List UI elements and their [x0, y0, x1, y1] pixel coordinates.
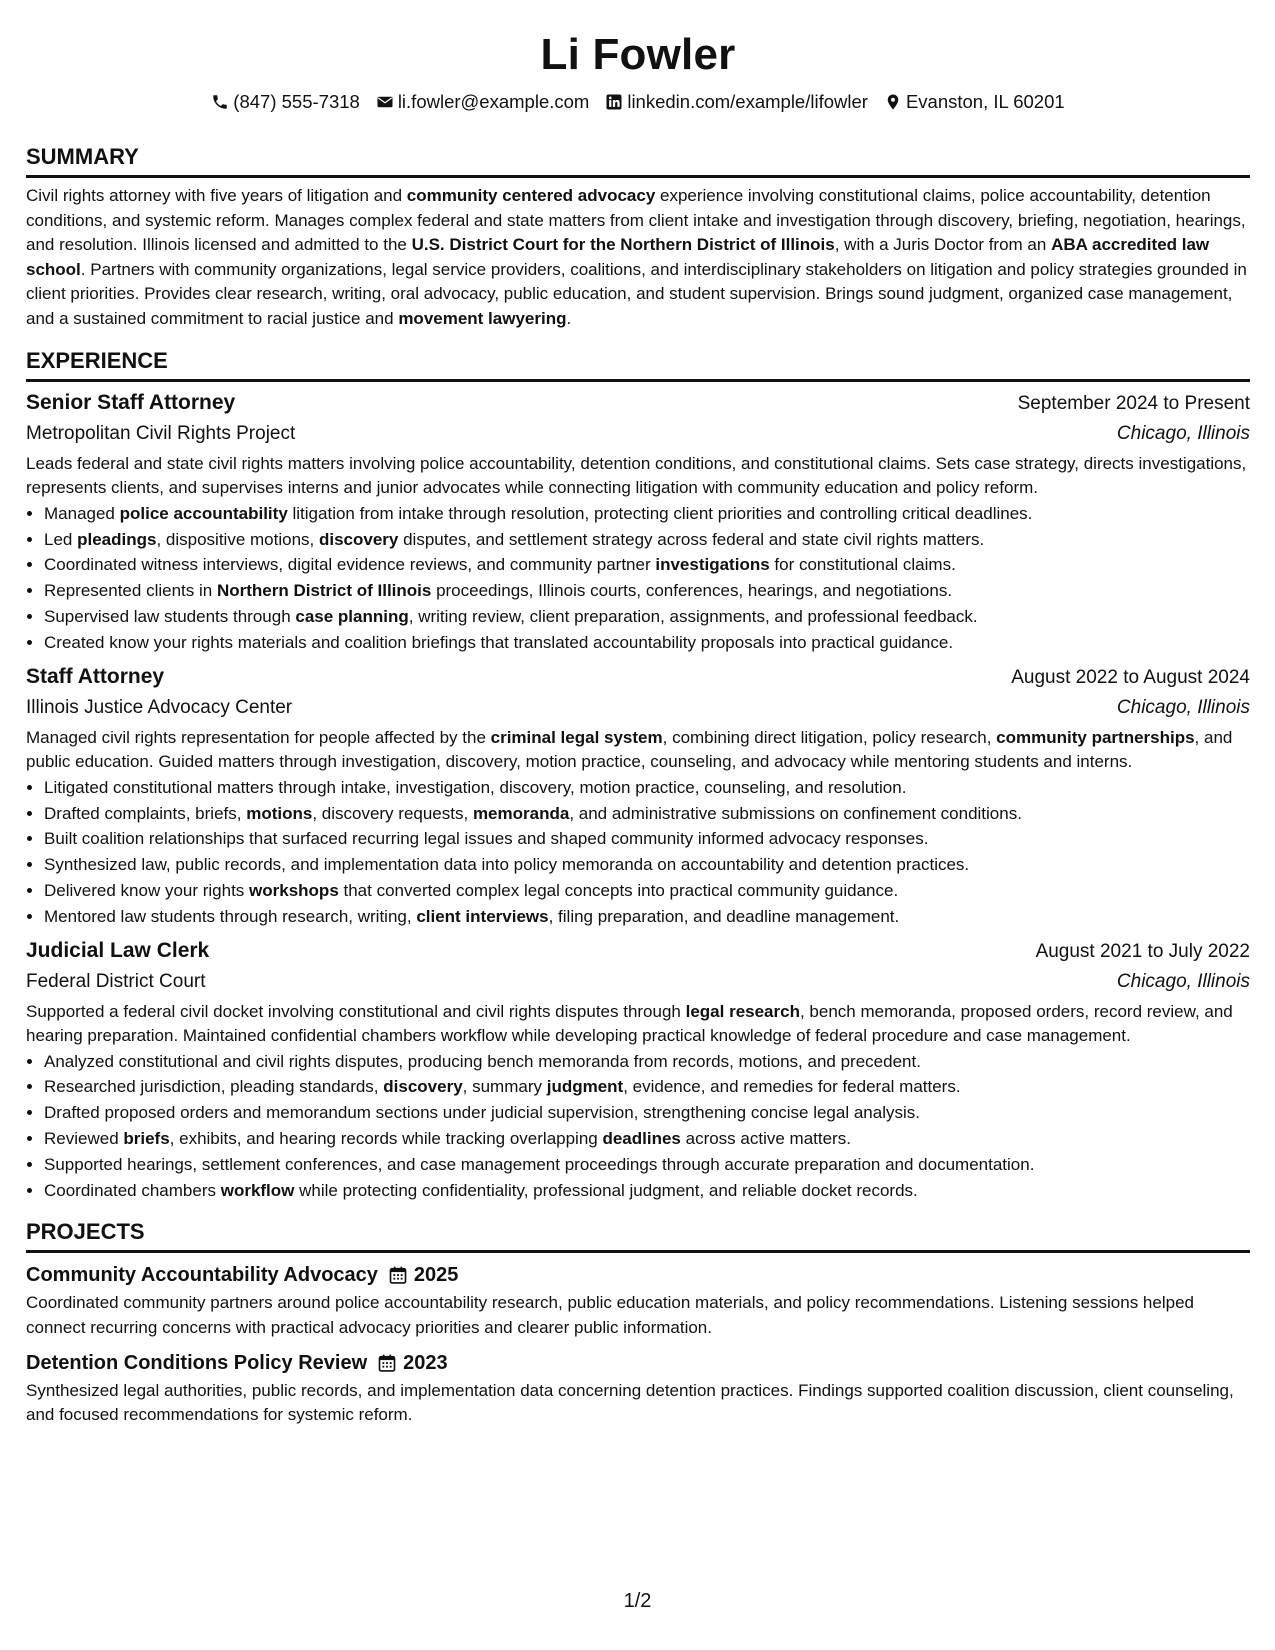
job-description: Managed civil rights representation for people affected by the criminal legal system, combining direct litigation, policy research, community partnerships, and public education. Guided matters through investigation, discovery, motion practice, counseling, and advocacy while mentoring students and interns.	[26, 727, 1233, 772]
phone-text: (847) 555-7318	[233, 91, 360, 112]
job-entry	[26, 388, 1250, 656]
location-text: Evanston, IL 60201	[905, 91, 1065, 112]
job-title: Staff Attorney	[26, 664, 165, 688]
job-location: Chicago, Illinois	[1116, 696, 1250, 718]
job-dates: September 2024 to Present	[1017, 392, 1250, 414]
emphasis-text: movement lawyering	[398, 308, 567, 328]
emphasis-text: pleadings	[77, 529, 157, 549]
bullet-item: • Supervised law students through case planning, writing review, client preparation, assignments, and professional feedback.	[44, 604, 1250, 630]
bullet-item: • Represented clients in Northern District of Illinois proceedings, Illinois courts, conferences, hearings, and negotiations.	[44, 578, 1250, 604]
projects-heading: PROJECTS	[26, 1217, 1250, 1253]
emphasis-text: U.S. District Court for the Northern District of Illinois	[411, 235, 835, 255]
emphasis-text: workshops	[249, 880, 339, 900]
phone-icon	[211, 93, 229, 111]
job-dates: August 2022 to August 2024	[1011, 666, 1250, 688]
bullet-item: • Managed police accountability litigation from intake through resolution, protecting client priorities and controlling critical deadlines.	[44, 501, 1250, 527]
emphasis-text: motions	[246, 803, 313, 823]
emphasis-text: criminal legal system	[490, 727, 663, 747]
job-title: Senior Staff Attorney	[26, 390, 236, 414]
emphasis-text: discovery	[318, 529, 399, 549]
job-bullets	[26, 501, 1250, 656]
job-description: Leads federal and state civil rights matters involving police accountability, detention conditions, and constitutional claims. Sets case strategy, directs investigations, represents clients, and supervises interns and junior advocates while connecting litigation with community education and policy reform.	[26, 453, 1247, 498]
calendar-icon	[377, 1353, 397, 1373]
resume-page	[26, 18, 1250, 1428]
envelope-icon	[376, 93, 394, 111]
emphasis-text: community partnerships	[996, 727, 1195, 747]
emphasis-text: investigations	[655, 555, 770, 575]
experience-heading: EXPERIENCE	[26, 346, 1250, 382]
job-description: Supported a federal civil docket involving constitutional and civil rights disputes through legal research, bench memoranda, proposed orders, record review, and hearing preparation. Maintained confidential chambers workflow while developing practical knowledge of federal procedure and case management.	[26, 1001, 1233, 1046]
emphasis-text: deadlines	[602, 1129, 681, 1149]
project-entry	[26, 1347, 1250, 1428]
bullet-item: • Mentored law students through research, writing, client interviews, filing preparation, and deadline management.	[44, 904, 1250, 930]
project-name: Community Accountability Advocacy	[26, 1264, 378, 1287]
job-organization: Illinois Justice Advocacy Center	[26, 696, 293, 718]
emphasis-text: case planning	[295, 606, 409, 626]
emphasis-text: community centered advocacy	[406, 186, 656, 205]
emphasis-text: ABA accredited law school	[26, 235, 1210, 279]
bullet-item: • Reviewed briefs, exhibits, and hearing records while tracking overlapping deadlines across active matters.	[44, 1126, 1250, 1152]
contact-bar	[26, 88, 1250, 116]
project-year: 2023	[403, 1351, 448, 1374]
job-organization: Federal District Court	[26, 970, 206, 992]
emphasis-text: Northern District of Illinois	[216, 581, 432, 601]
bullet-item: • Delivered know your rights workshops that converted complex legal concepts into practical community guidance.	[44, 878, 1250, 904]
bullet-item: • Drafted complaints, briefs, motions, discovery requests, memoranda, and administrative submissions on confinement conditions.	[44, 801, 1250, 827]
contact-linkedin[interactable]	[605, 91, 868, 113]
linkedin-text[interactable]: linkedin.com/example/lifowler	[627, 91, 868, 112]
emphasis-text: police accountability	[119, 503, 288, 523]
emphasis-text: judgment	[546, 1077, 624, 1097]
job-entry	[26, 936, 1250, 1204]
bullet-item: • Created know your rights materials and coalition briefings that translated accountability proposals into practical guidance.	[44, 630, 1250, 656]
job-entry	[26, 662, 1250, 930]
emphasis-text: briefs	[123, 1129, 170, 1149]
emphasis-text: legal research	[685, 1001, 800, 1021]
bullet-item: • Litigated constitutional matters through intake, investigation, discovery, motion practice, counseling, and resolution.	[44, 775, 1250, 801]
bullet-item: • Built coalition relationships that surfaced recurring legal issues and shaped community informed advocacy responses.	[44, 826, 1250, 852]
contact-email[interactable]	[376, 91, 590, 113]
project-year: 2025	[413, 1264, 459, 1287]
bullet-item: • Coordinated witness interviews, digital evidence reviews, and community partner investigations for constitutional claims.	[44, 552, 1250, 578]
bullet-item: • Coordinated chambers workflow while protecting confidentiality, professional judgment, and reliable docket records.	[44, 1178, 1250, 1204]
emphasis-text: client interviews	[416, 906, 549, 926]
email-text[interactable]: li.fowler@example.com	[397, 91, 590, 112]
bullet-item: • Researched jurisdiction, pleading standards, discovery, summary judgment, evidence, and remedies for federal matters.	[44, 1074, 1250, 1100]
contact-location	[884, 91, 1065, 113]
bullet-item: • Analyzed constitutional and civil rights disputes, producing bench memoranda from records, motions, and precedent.	[44, 1049, 1250, 1075]
job-location: Chicago, Illinois	[1116, 422, 1250, 444]
job-bullets	[26, 775, 1250, 930]
bullet-item: • Drafted proposed orders and memorandum sections under judicial supervision, strengthening concise legal analysis.	[44, 1100, 1250, 1126]
emphasis-text: workflow	[220, 1180, 295, 1200]
linkedin-icon	[605, 93, 623, 111]
project-entry	[26, 1259, 1250, 1340]
contact-phone	[211, 91, 360, 113]
project-name: Detention Conditions Policy Review	[26, 1351, 368, 1374]
job-location: Chicago, Illinois	[1116, 970, 1250, 992]
bullet-item: • Led pleadings, dispositive motions, discovery disputes, and settlement strategy across federal and state civil rights matters.	[44, 527, 1250, 553]
job-title: Judicial Law Clerk	[26, 938, 210, 962]
job-bullets	[26, 1049, 1250, 1204]
bullet-item: • Supported hearings, settlement conferences, and case management proceedings through accurate preparation and documentation.	[44, 1152, 1250, 1178]
bullet-item: • Synthesized law, public records, and implementation data into policy memoranda on accountability and detention practices.	[44, 852, 1250, 878]
summary-text: Civil rights attorney with five years of litigation and community centered advocacy experience involving constitutional claims, police accountability, detention conditions, and systemic reform. Manages complex federal and state matters from client intake and investigation through discovery, briefing, negotiation, hearings, and resolution. Illinois licensed and admitted to the U.S. District Court for the Northern District of Illinois, with a Juris Doctor from an ABA accredited law school. Partners with community organizations, legal service providers, coalitions, and interdisciplinary stakeholders on litigation and policy strategies grounded in client priorities. Provides clear research, writing, oral advocacy, public education, and student supervision. Brings sound judgment, organized case management, and a sustained commitment to racial justice and movement lawyering.	[26, 186, 1247, 328]
emphasis-text: discovery	[383, 1077, 463, 1097]
project-description: Synthesized legal authorities, public records, and implementation data concerning detention practices. Findings supported coalition discussion, client counseling, and focused recommendations for systemic reform.	[26, 1380, 1234, 1425]
project-description: Coordinated community partners around police accountability research, public education materials, and policy recommendations. Listening sessions helped connect recurring concerns with practical advocacy priorities and clearer public information.	[26, 1293, 1194, 1338]
calendar-icon	[388, 1265, 408, 1285]
location-pin-icon	[884, 93, 902, 111]
job-dates: August 2021 to July 2022	[1035, 940, 1250, 962]
candidate-name: Li Fowler	[540, 30, 736, 79]
page-number: 1/2	[623, 1590, 652, 1612]
job-organization: Metropolitan Civil Rights Project	[26, 422, 296, 444]
emphasis-text: memoranda	[472, 803, 570, 823]
summary-heading: SUMMARY	[26, 142, 1250, 178]
